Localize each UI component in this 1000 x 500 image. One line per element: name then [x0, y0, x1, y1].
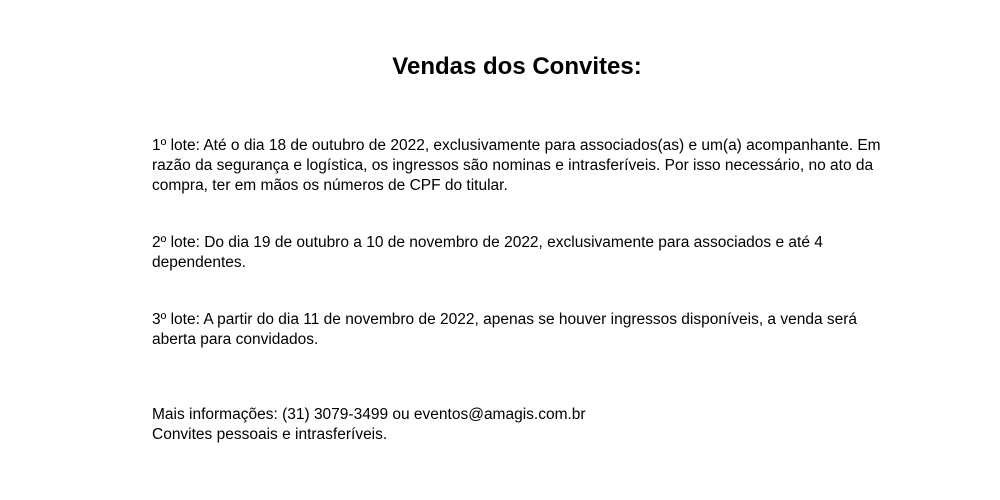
contact-line: Mais informações: (31) 3079-3499 ou eventos@amagis.com.br — [152, 406, 586, 423]
info-block — [152, 405, 892, 445]
lote-1-paragraph: 1º lote: Até o dia 18 de outubro de 2022, exclusivamente para associados(as) e um(a) acompanhante. Em razão da segurança e logística, os ingressos são nominas e intrasferíveis. Por isso necessário, no ato da compra, ter em mãos os números de CPF do titular. — [152, 137, 881, 194]
note-line: Convites pessoais e intrasferíveis. — [152, 426, 388, 443]
lote-2-paragraph: 2º lote: Do dia 19 de outubro a 10 de novembro de 2022, exclusivamente para associados e até 4 dependentes. — [152, 234, 823, 271]
page-title: Vendas dos Convites: — [392, 53, 642, 80]
lote-3-paragraph: 3º lote: A partir do dia 11 de novembro de 2022, apenas se houver ingressos disponíveis, a venda será aberta para convidados. — [152, 311, 858, 348]
